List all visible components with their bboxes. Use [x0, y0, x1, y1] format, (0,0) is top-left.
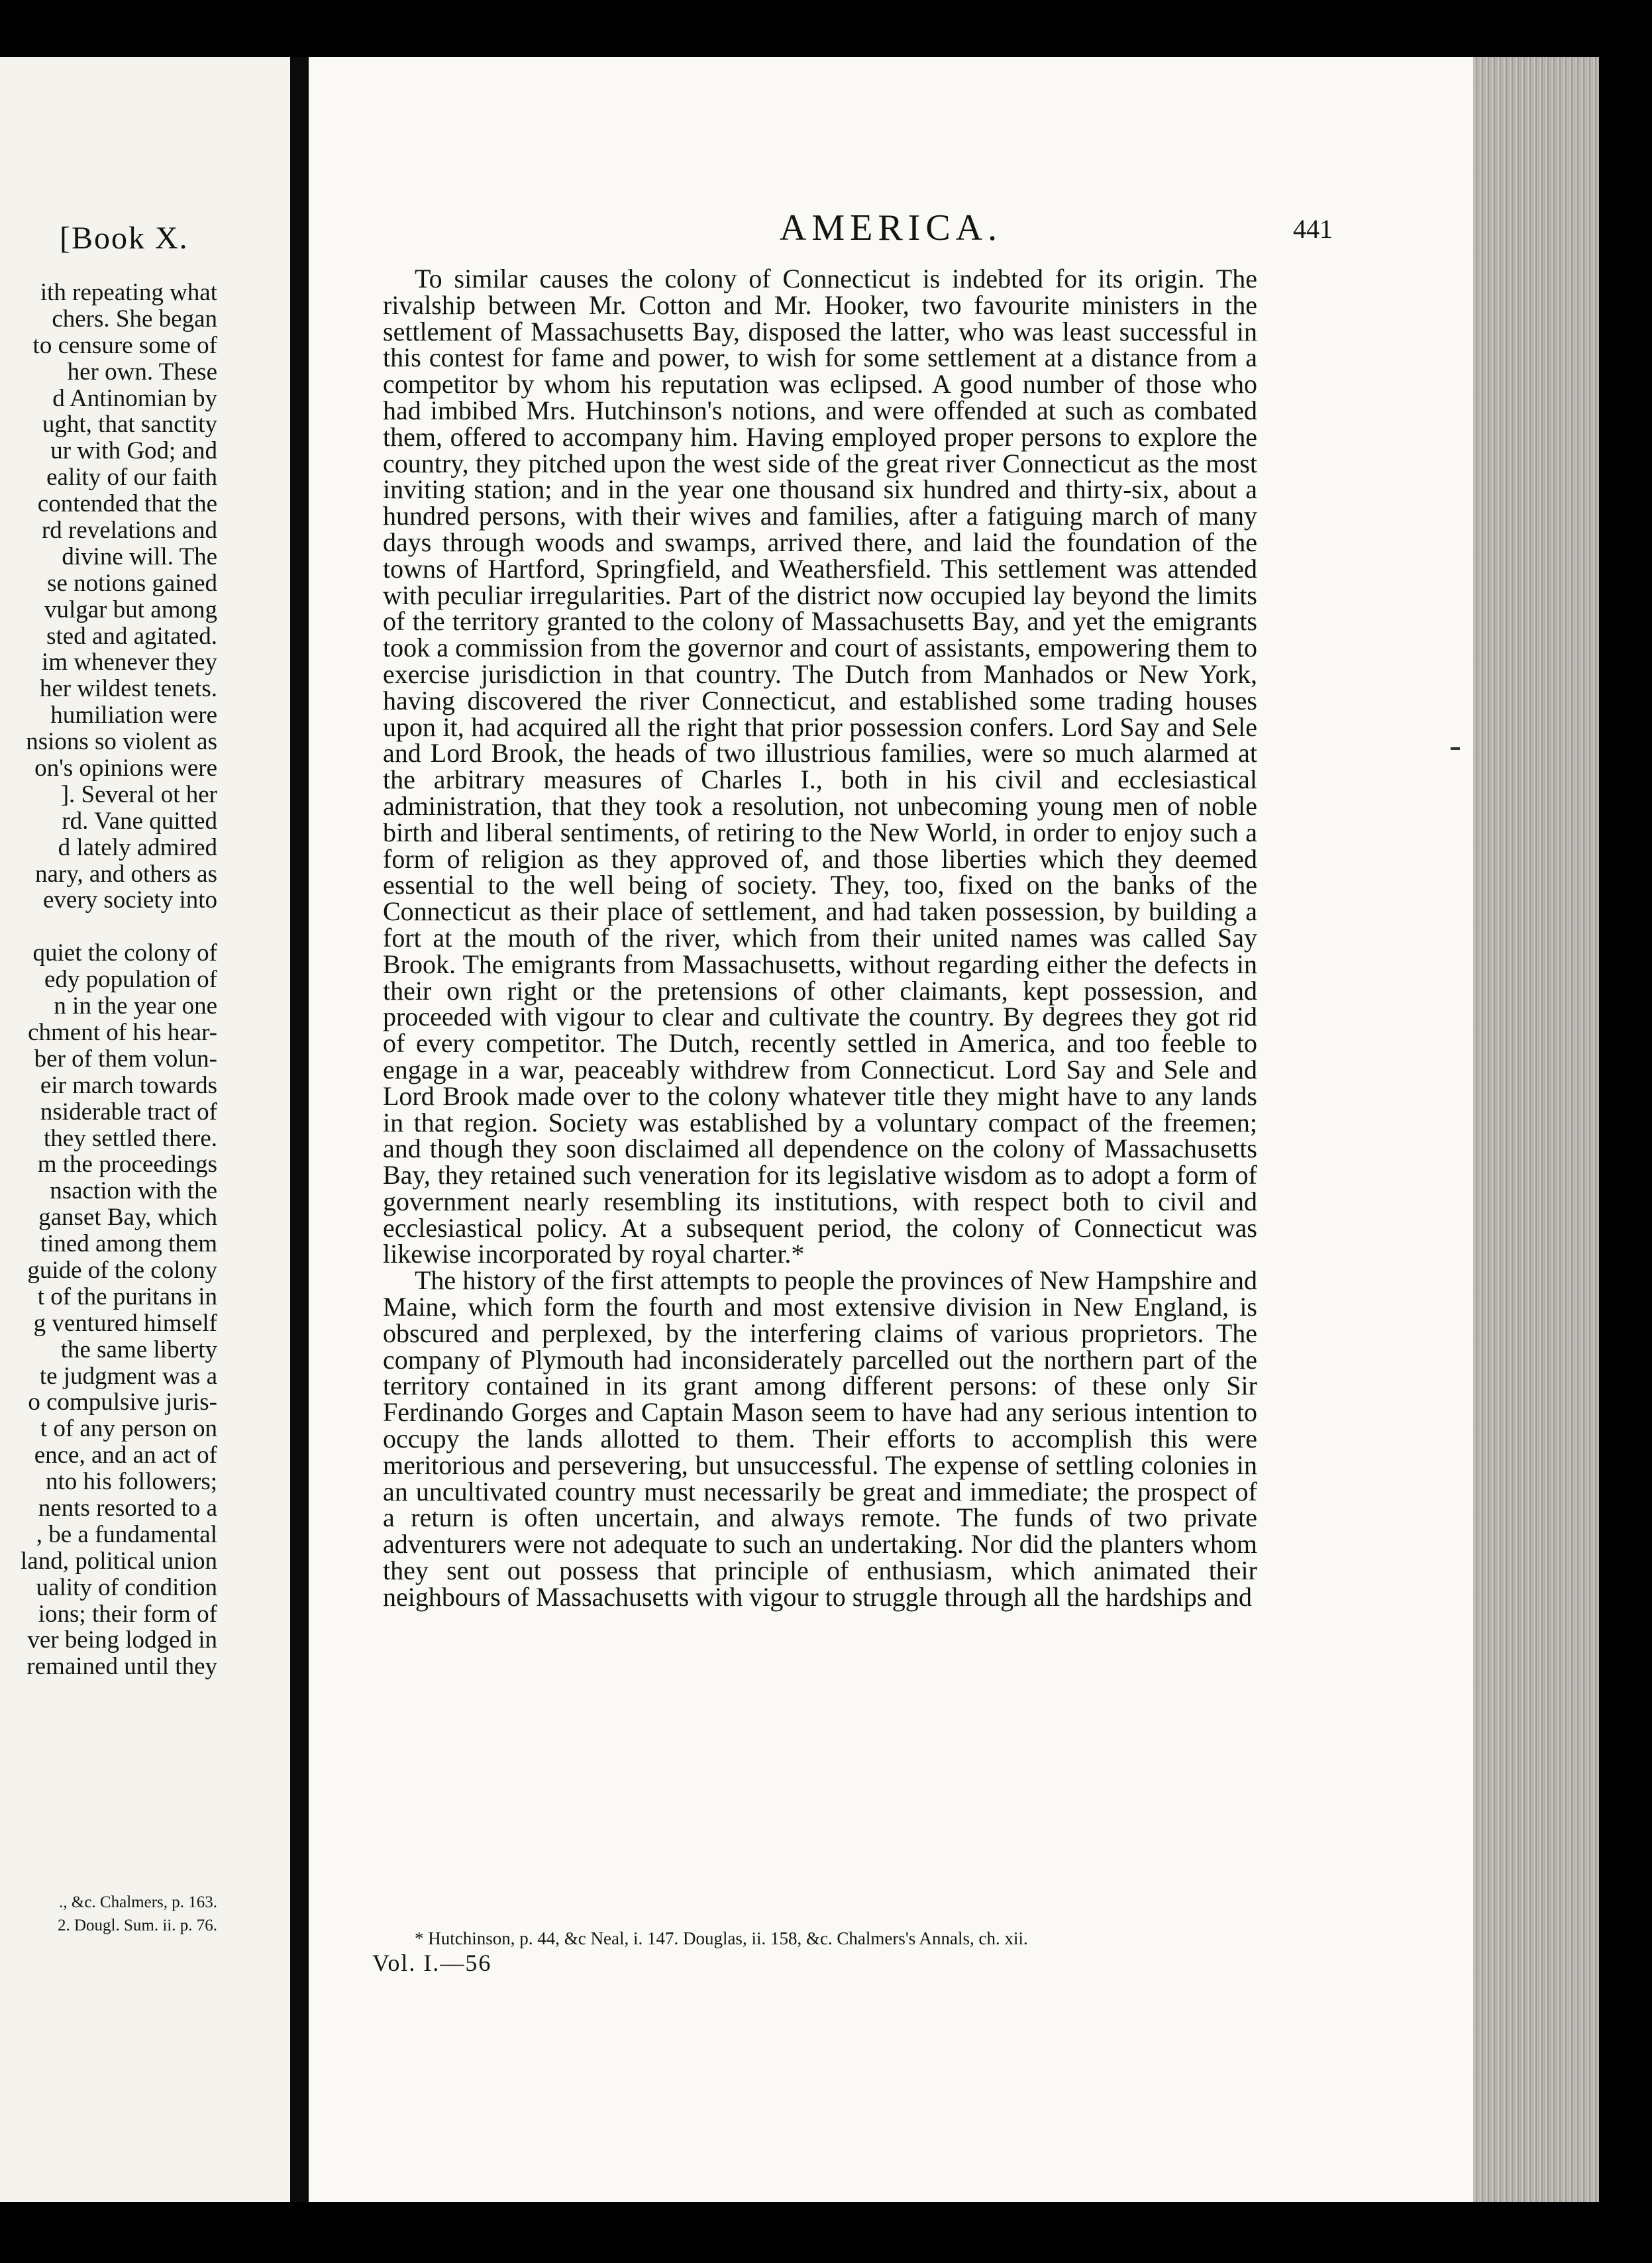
left-text-line: the same liberty: [60, 1336, 217, 1363]
page-header: [309, 207, 1473, 253]
left-text-line: vulgar but among: [44, 596, 217, 623]
left-running-head: [Book X.: [60, 221, 189, 256]
left-text-line: chment of his hear-: [28, 1018, 217, 1046]
left-text-line: rd revelations and: [41, 517, 217, 545]
left-text-line: ber of them volun-: [34, 1045, 217, 1073]
left-text-line: they settled there.: [44, 1124, 217, 1152]
paragraph-new-hampshire: The history of the first attempts to people the provinces of New Hampshire and Maine, which form the fourth and most extensive division in New England, is obscured and perplexed, by the interfering claims of various proprietors. The company of Plymouth had inconsiderately parcelled out the northern part of the territory contained in its grant among different persons: of these only Sir Ferdinando Gorges and Captain Mason seem to have had any serious intention to occupy the lands allotted to them. Their efforts to accomplish this were meritorious and persevering, but unsuccessful. The expense of settling colonies in an uncultivated country must necessarily be great and immediate; the prospect of a return is often uncertain, and always remote. The funds of two private adventurers were not adequate to such an undertaking. Nor did the planters whom they sent out possess that principle of enthusiasm, which animated their neighbours of Massachusetts with vigour to struggle through all the hardships and: [383, 1265, 1257, 1612]
left-page-text: [0, 280, 217, 1680]
left-text-line: te judgment was a: [39, 1362, 217, 1390]
left-text-line: her own. These: [67, 358, 217, 386]
left-text-line: o compulsive juris-: [28, 1389, 217, 1416]
left-text-line: ganset Bay, which: [38, 1204, 217, 1232]
running-title: AMERICA.: [779, 207, 1003, 248]
volume-signature: Vol. I.—56: [372, 1950, 492, 1976]
left-text-line: guide of the colony: [27, 1256, 217, 1284]
left-text-line: edy population of: [44, 966, 217, 994]
body-text: [383, 266, 1257, 1610]
left-text-line: [0, 914, 217, 940]
left-text-line: eir march towards: [40, 1071, 217, 1099]
left-text-line: t of the puritans in: [37, 1283, 217, 1310]
book-gutter: [290, 57, 309, 2202]
left-text-line: ver being lodged in: [27, 1626, 217, 1654]
left-text-line: her wildest tenets.: [39, 675, 217, 703]
right-page: [309, 57, 1473, 2202]
left-text-line: im whenever they: [41, 649, 217, 676]
left-text-line: d lately admired: [58, 833, 217, 861]
left-text-line: ught, that sanctity: [42, 411, 217, 439]
left-footnote-line: 2. Dougl. Sum. ii. p. 76.: [58, 1917, 217, 1934]
left-text-line: d Antinomian by: [52, 384, 217, 412]
left-text-line: ions; their form of: [38, 1600, 217, 1628]
left-text-line: ith repeating what: [40, 279, 217, 306]
left-text-line: ]. Several ot her: [60, 780, 217, 808]
page-edges: [1473, 57, 1599, 2202]
left-text-line: m the proceedings: [37, 1151, 217, 1179]
margin-mark: [1451, 747, 1460, 750]
left-text-line: ur with God; and: [50, 437, 217, 465]
paragraph-connecticut: To similar causes the colony of Connecticut is indebted for its origin. The rivalship between Mr. Cotton and Mr. Hooker, two favourite ministers in the settlement of Massachusetts Bay, disposed the latter, who was least successful in this contest for fame and power, to wish for some settlement at a distance from a competitor by whom his reputation was eclipsed. A good number of those who had imbibed Mrs. Hutchinson's notions, and were offended at such as combated them, offered to accompany him. Having employed proper persons to explore the country, they pitched upon the west side of the great river Connecticut as the most inviting station; and in the year one thousand six hundred and thirty-six, about a hundred persons, with their wives and families, after a fatiguing march of many days through woods and swamps, arrived there, and laid the foundation of the towns of Hartford, Springfield, and Weathersfield. This settlement was attended with peculiar irregularities. Part of the district now occupied lay beyond the limits of the territory granted to the colony of Massachusetts Bay, and yet the emigrants took a commission from the governor and court of assistants, empowering them to exercise jurisdiction in that country. The Dutch from Manhados or New York, having discovered the river Connecticut, and established some trading houses upon it, had acquired all the right that prior possession confers. Lord Say and Sele and Lord Brook, the heads of two illustrious families, were so much alarmed at the arbitrary measures of Charles I., both in his civil and ecclesiastical administration, that they took a resolution, not unbecoming young men of noble birth and liberal sentiments, of retiring to the New World, in order to enjoy such a form of religion as they approved of, and those liberties which they deemed essential to the well being of society. They, too, fixed on the banks of the Connecticut as their place of settlement, and had taken possession, by building a fort at the mouth of the river, which from their united names was called Say Brook. The emigrants from Massachusetts, without regarding either the defects in their own right or the pretensions of other claimants, kept possession, and proceeded with vigour to clear and cultivate the country. By degrees they got rid of every competitor. The Dutch, recently settled in America, and too feeble to engage in a war, peaceably withdrew from Connecticut. Lord Say and Sele and Lord Brook made over to the colony whatever title they might have to any lands in that region. Society was established by a voluntary compact of the freemen; and though they soon disclaimed all dependence on the colony of Massachusetts Bay, they retained such veneration for its legislative wisdom as to adopt a form of government nearly resembling its institutions, with respect both to civil and ecclesiastical policy. At a subsequent period, the colony of Connecticut was likewise incorporated by royal charter.*: [383, 264, 1257, 1269]
left-text-line: se notions gained: [47, 569, 217, 597]
footnote: * Hutchinson, p. 44, &c Neal, i. 147. Douglas, ii. 158, &c. Chalmers's Annals, ch. xii.: [415, 1928, 1028, 1948]
left-text-line: n in the year one: [54, 992, 217, 1020]
page-number: 441: [1293, 214, 1333, 244]
left-text-line: to censure some of: [32, 331, 217, 359]
left-text-line: contended that the: [37, 490, 217, 518]
left-text-line: remained until they: [26, 1653, 217, 1681]
left-text-line: t of any person on: [40, 1415, 217, 1443]
left-page: [0, 57, 290, 2202]
left-text-line: nents resorted to a: [38, 1494, 217, 1522]
left-text-line: rd. Vane quitted: [62, 807, 217, 835]
left-text-line: tined among them: [40, 1230, 217, 1258]
left-text-line: on's opinions were: [34, 755, 217, 782]
left-text-line: g ventured himself: [33, 1309, 217, 1337]
left-text-line: nsions so violent as: [26, 728, 217, 756]
left-footnote-line: ., &c. Chalmers, p. 163.: [59, 1893, 217, 1911]
left-text-line: eality of our faith: [46, 464, 217, 492]
left-text-line: ence, and an act of: [34, 1442, 217, 1469]
left-text-line: divine will. The: [62, 543, 217, 570]
left-page-footnotes: [0, 1891, 217, 1937]
left-text-line: nto his followers;: [46, 1468, 217, 1496]
left-text-line: nary, and others as: [34, 860, 217, 888]
left-text-line: every society into: [42, 886, 217, 914]
left-text-line: land, political union: [21, 1547, 217, 1575]
left-text-line: uality of condition: [36, 1573, 217, 1601]
left-text-line: chers. She began: [52, 305, 217, 333]
left-text-line: sted and agitated.: [46, 622, 217, 650]
left-text-line: humiliation were: [50, 702, 217, 729]
left-text-line: quiet the colony of: [32, 939, 217, 967]
left-text-line: nsiderable tract of: [40, 1098, 217, 1126]
left-text-line: , be a fundamental: [36, 1520, 217, 1548]
left-text-line: nsaction with the: [50, 1177, 217, 1205]
